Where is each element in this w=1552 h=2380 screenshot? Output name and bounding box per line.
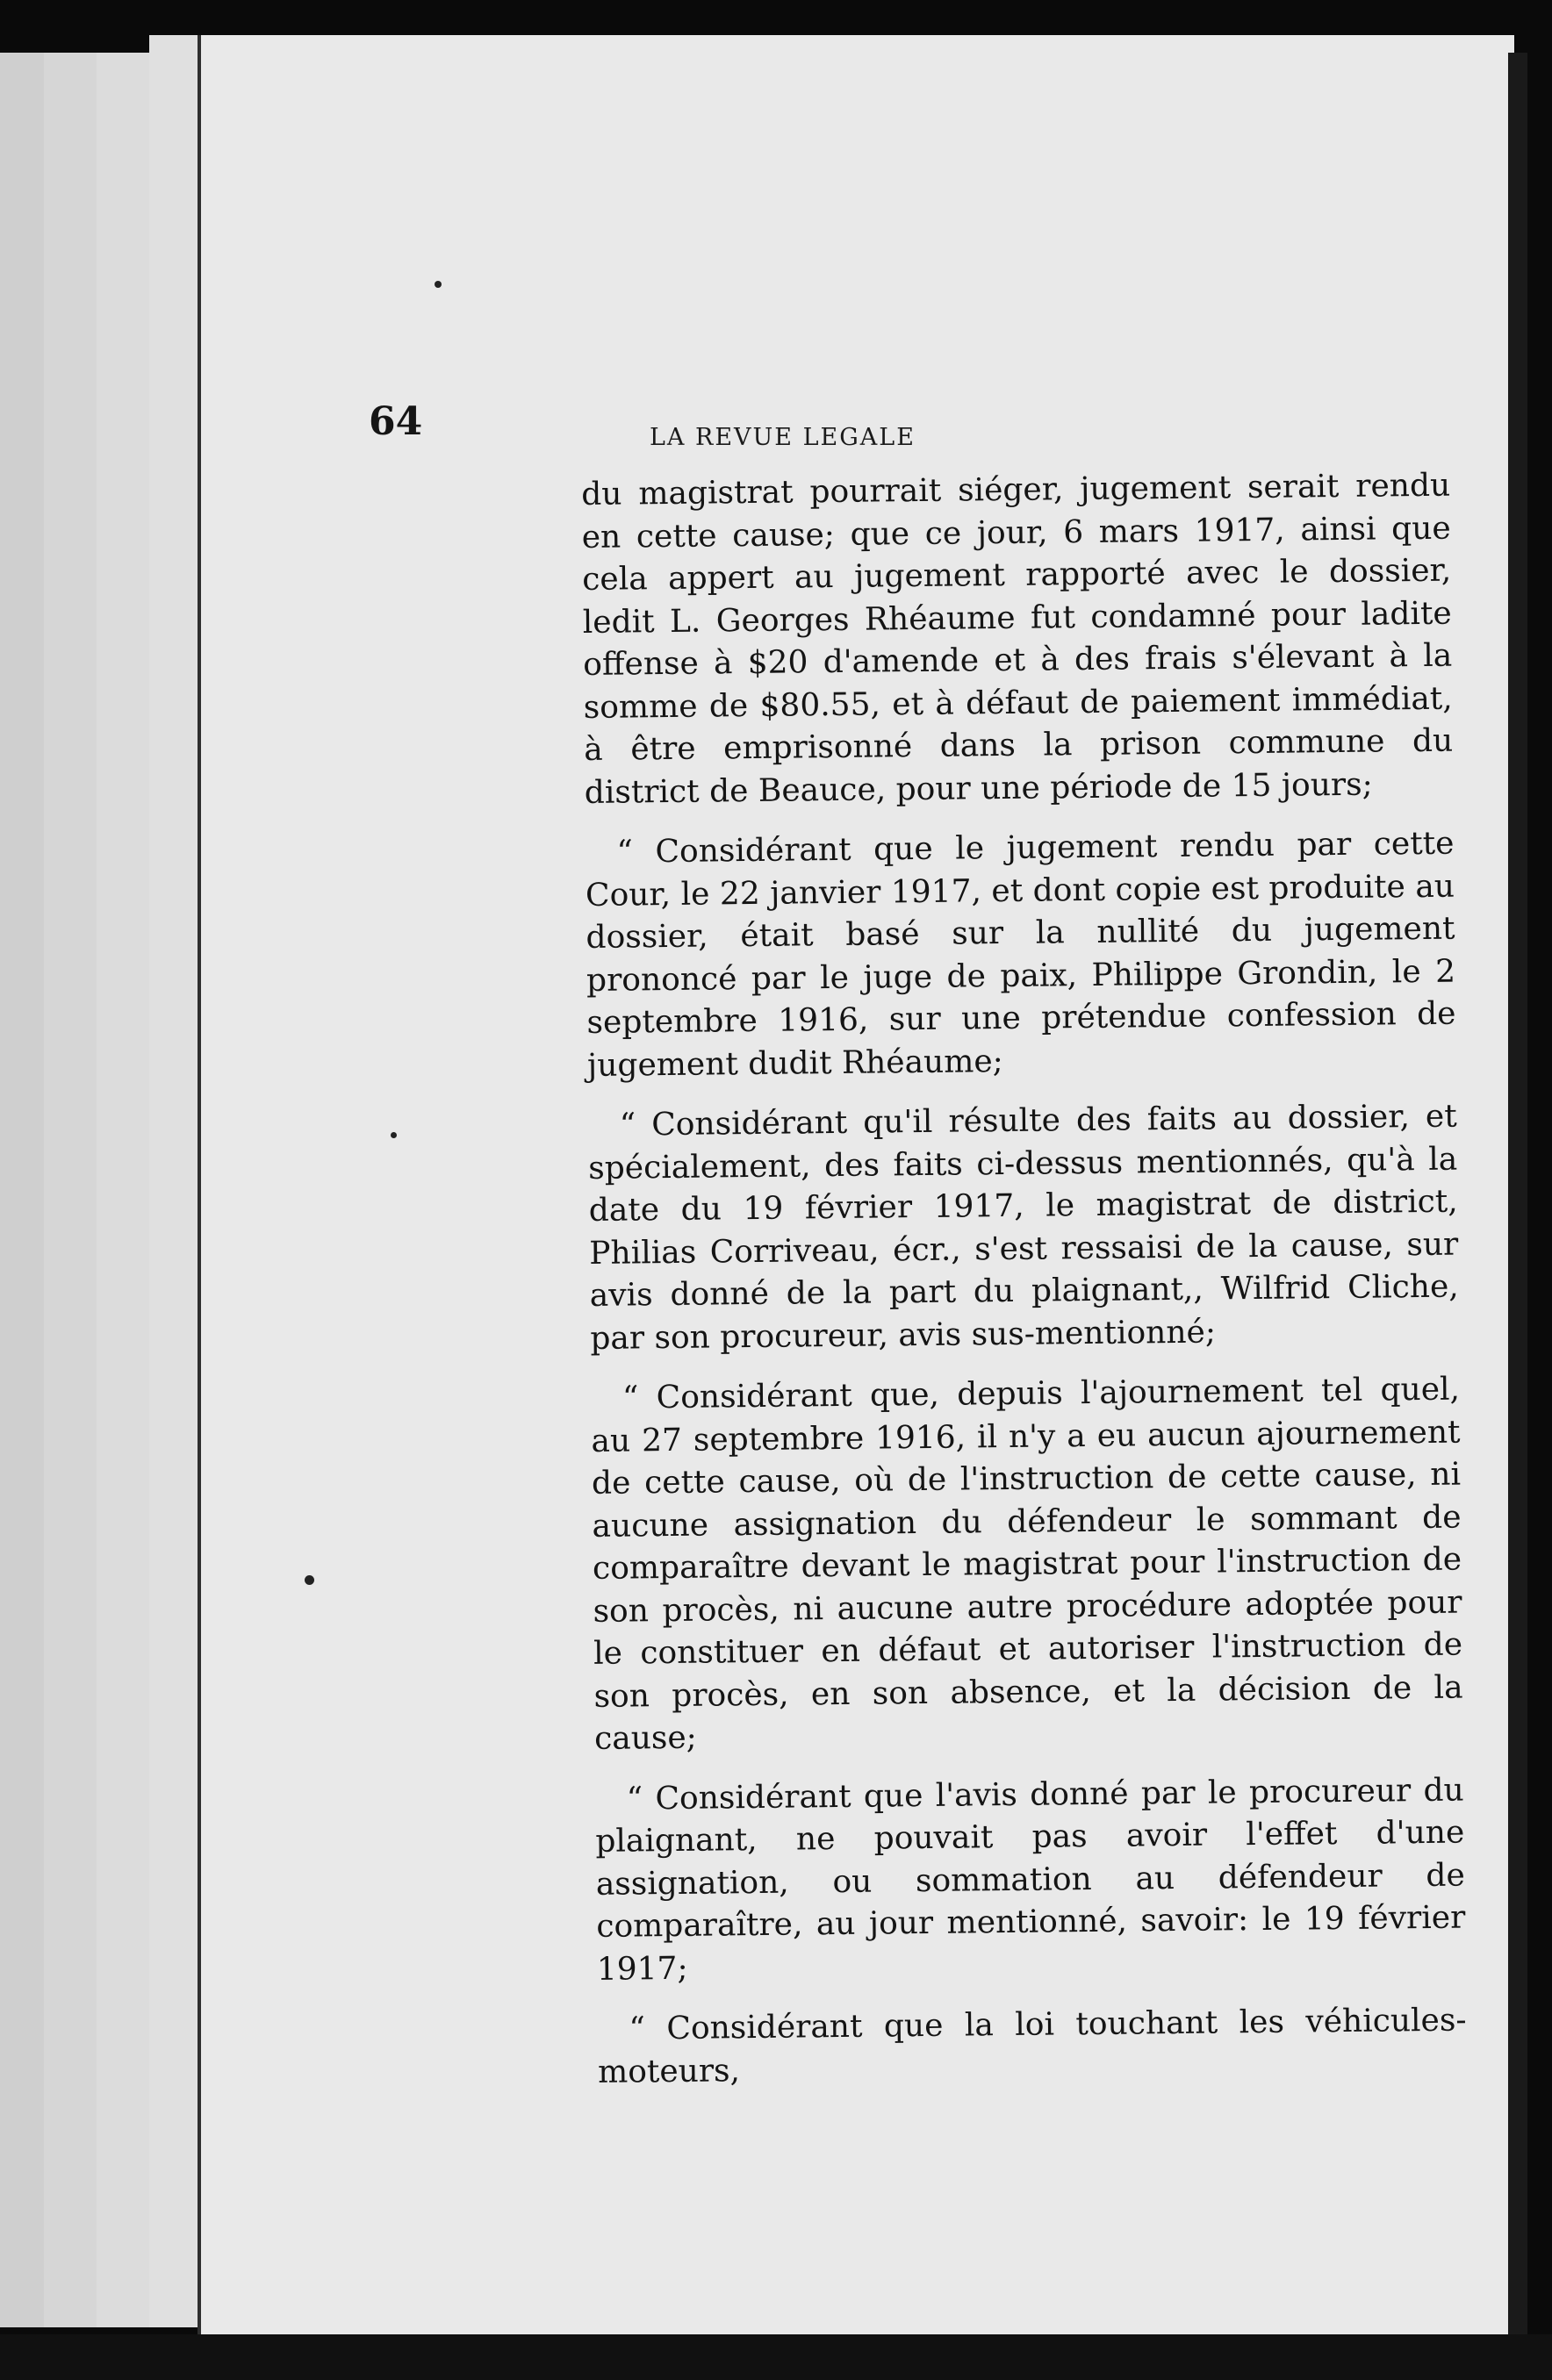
paragraph: “ Considérant que la loi touchant les véhicules-moteurs, — [597, 2002, 1467, 2090]
journal-title: LA REVUE LEGALE — [650, 424, 916, 451]
running-header — [369, 399, 1159, 452]
page-shadow — [1508, 53, 1527, 2334]
paragraph: “ Considérant que le jugement rendu par cette Cour, le 22 janvier 1917, et dont copie est produite au dossier, était basé sur la nullité du jugement prononcé par le juge de paix, Philippe Grondin, le 2 septembre 1916, sur une prétendue confession de jugement dudit Rhéaume; — [585, 825, 1456, 1084]
page-number: 64 — [369, 399, 423, 444]
ink-speck — [391, 1132, 397, 1138]
ink-speck — [305, 1575, 314, 1585]
scan-border — [0, 2334, 1552, 2380]
paragraph: “ Considérant que, depuis l'ajournement tel quel, au 27 septembre 1916, il n'y a eu aucun ajournement de cette cause, où de l'instruction de cette cause, ni aucune assignation du défendeur le sommant de comparaître devant le magistrat pour l'instruction de son procès, ni aucune autre procédure adoptée pour le constituer en défaut et autoriser l'instruction de son procès, en son absence, et la décision de la cause; — [591, 1371, 1463, 1757]
ink-speck — [435, 281, 442, 288]
paragraph: du magistrat pourrait siéger, jugement serait rendu en cette cause; que ce jour, 6 mars 1917, ainsi que cela appert au jugement rapporté avec le dossier, ledit L. Georges Rhéaume fut condamné pour ladite offense à $20 d'amende et à des frais s'élevant à la somme de $80.55, et à défaut de paiement immédiat, à être emprisonné dans la prison commune du district de Beauce, pour une période de 15 jours; — [581, 467, 1454, 811]
body-text — [581, 465, 1467, 2111]
paragraph: “ Considérant que l'avis donné par le procureur du plaignant, ne pouvait pas avoir l'effet d'une assignation, ou sommation au défendeur de comparaître, au jour mentionné, savoir: le 19 février 1917; — [595, 1772, 1466, 1988]
paragraph: “ Considérant qu'il résulte des faits au dossier, et spécialement, des faits ci-dessus mentionnés, qu'à la date du 19 février 1917, le magistrat de district, Philias Corriveau, écr., s'est ressaisi de la cause, sur avis donné de la part du plaignant,, Wilfrid Cliche, par son procureur, avis sus-mentionné; — [588, 1098, 1459, 1357]
